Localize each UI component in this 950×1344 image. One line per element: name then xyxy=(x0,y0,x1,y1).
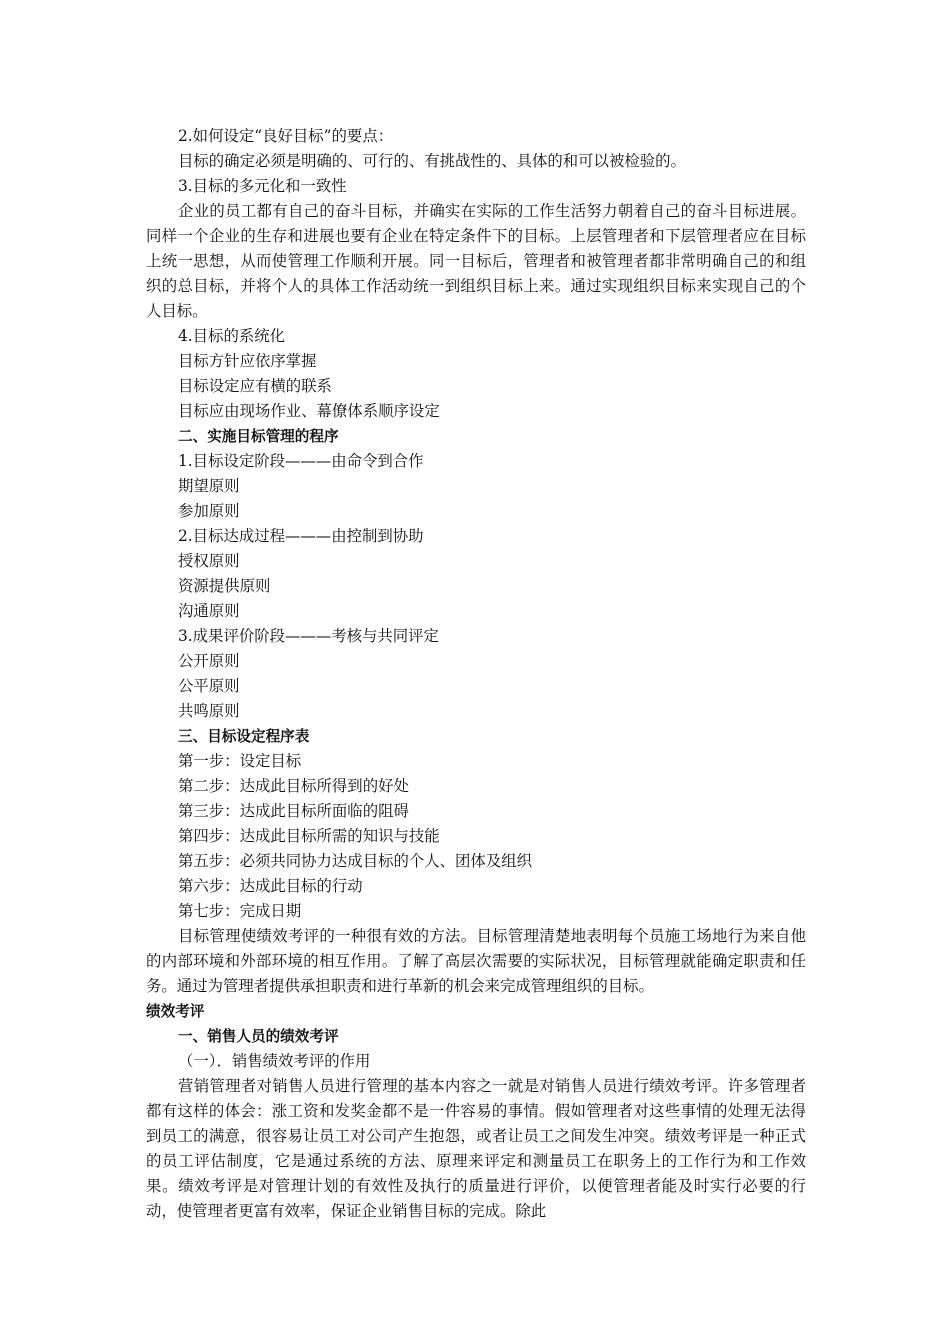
sub-sub-heading: （一）．销售绩效考评的作用 xyxy=(178,1052,371,1070)
list-item: 公开原则 xyxy=(178,652,240,670)
list-item: 沟通原则 xyxy=(178,602,240,620)
list-item: 目标应由现场作业、幕僚体系顺序设定 xyxy=(178,402,440,420)
sub-heading: 一、销售人员的绩效考评 xyxy=(178,1028,339,1045)
section-heading: 三、目标设定程序表 xyxy=(178,728,310,745)
list-item: 参加原则 xyxy=(178,502,240,520)
list-item: 1.目标设定阶段———由命令到合作 xyxy=(178,452,424,470)
list-item: 目标方针应依序掌握 xyxy=(178,352,317,370)
section-title: 绩效考评 xyxy=(146,1003,205,1020)
list-item: 资源提供原则 xyxy=(178,577,271,595)
step-item: 第六步：达成此目标的行动 xyxy=(178,877,363,895)
paragraph: 企业的员工都有自己的奋斗目标，并确实在实际的工作生活努力朝着自己的奋斗目标进展。同样一个企业的生存和进展也要有企业在特定条件下的目标。上层管理者和下层管理者应在目标上统一思想，从而使管理工作顺利开展。同一目标后，管理者和被管理者都非常明确自己的和组织的总目标，并将个人的具体工作活动统一到组织目标上来。通过实现组织目标来实现自己的个人目标。 xyxy=(146,202,806,320)
list-item: 公平原则 xyxy=(178,677,240,695)
step-item: 第二步：达成此目标所得到的好处 xyxy=(178,777,409,795)
section-heading: 二、实施目标管理的程序 xyxy=(178,428,339,445)
list-item: 目标的确定必须是明确的、可行的、有挑战性的、具体的和可以被检验的。 xyxy=(178,152,686,170)
step-item: 第三步：达成此目标所面临的阻碍 xyxy=(178,802,409,820)
document-page xyxy=(146,124,806,1224)
step-item: 第四步：达成此目标所需的知识与技能 xyxy=(178,827,440,845)
list-item: 4.目标的系统化 xyxy=(178,327,286,345)
paragraph: 目标管理使绩效考评的一种很有效的方法。目标管理清楚地表明每个员施工场地行为来自他的内部环境和外部环境的相互作用。了解了高层次需要的实际状况，目标管理就能确定职责和任务。通过为管理者提供承担职责和进行革新的机会来完成管理组织的目标。 xyxy=(146,927,806,995)
list-item: 期望原则 xyxy=(178,477,240,495)
list-item: 2.如何设定“良好目标”的要点： xyxy=(178,127,394,145)
list-item: 共鸣原则 xyxy=(178,702,240,720)
step-item: 第一步：设定目标 xyxy=(178,752,302,770)
list-item: 授权原则 xyxy=(178,552,240,570)
paragraph: 营销管理者对销售人员进行管理的基本内容之一就是对销售人员进行绩效考评。许多管理者都有这样的体会：涨工资和发奖金都不是一件容易的事情。假如管理者对这些事情的处理无法得到员工的满意，很容易让员工对公司产生抱怨，或者让员工之间发生冲突。绩效考评是一种正式的员工评估制度，它是通过系统的方法、原理来评定和测量员工在职务上的工作行为和工作效果。绩效考评是对管理计划的有效性及执行的质量进行评价，以便管理者能及时实行必要的行动，使管理者更富有效率，保证企业销售目标的完成。除此 xyxy=(146,1077,806,1220)
step-item: 第七步：完成日期 xyxy=(178,902,302,920)
list-item: 目标设定应有横的联系 xyxy=(178,377,332,395)
step-item: 第五步：必须共同协力达成目标的个人、团体及组织 xyxy=(178,852,532,870)
list-item: 3.成果评价阶段———考核与共同评定 xyxy=(178,627,439,645)
list-item: 2.目标达成过程———由控制到协助 xyxy=(178,527,424,545)
list-item: 3.目标的多元化和一致性 xyxy=(178,177,347,195)
